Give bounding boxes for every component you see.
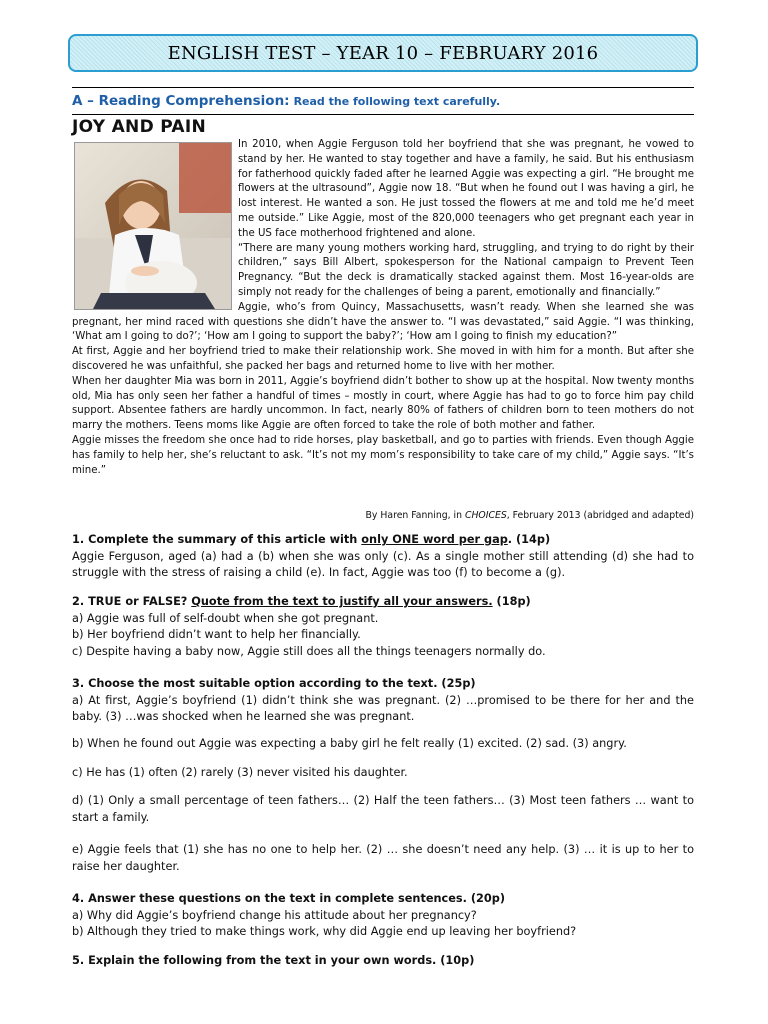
question-2-item: a) Aggie was full of self-doubt when she got pregnant. <box>72 611 379 625</box>
question-2-heading: 2. TRUE or FALSE? Quote from the text to justify all your answers. (18p) <box>72 595 531 608</box>
article-paragraph: Aggie, who’s from Quincy, Massachusetts, wasn’t ready. When she learned she was pregnant, her mind raced with questions she didn’t have the answer to. “I was devastated,” said Aggie. “I was thinking, ‘What am I going to do?’; ‘How am I going to support the baby?’; ‘How am I going to finish my education?” <box>72 301 694 343</box>
question-4-heading: 4. Answer these questions on the text in complete sentences. (20p) <box>72 892 505 905</box>
question-1 <box>72 532 694 582</box>
question-5-heading: 5. Explain the following from the text in your own words. (10p) <box>72 954 475 967</box>
article-paragraph: When her daughter Mia was born in 2011, Aggie’s boyfriend didn’t bother to show up at the hospital. Now twenty months old, Mia has only seen her father a handful of times – mostly in court, where Aggie has had to go to force him pay child support. Absentee fathers are hardly uncommon. In fact, nearly 80% of fathers of children born to teen mothers do not marry the mothers. Teens moms like Aggie are often forced to take the role of both mother and father. <box>72 375 694 432</box>
question-4-item: b) Although they tried to make things work, why did Aggie end up leaving her boyfriend? <box>72 925 577 938</box>
question-3-item: a) At first, Aggie’s boyfriend (1) didn’t think she was pregnant. (2) …promised to be there for her and the baby. (3) …was shocked when he learned she was pregnant. <box>72 693 694 723</box>
question-2-item: b) Her boyfriend didn’t want to help her financially. <box>72 628 361 641</box>
article-title: JOY AND PAIN <box>72 117 207 137</box>
question-4 <box>72 891 694 941</box>
question-3-item: d) (1) Only a small percentage of teen fathers… (2) Half the teen fathers… (3) Most teen fathers … want to start a family. <box>72 794 694 824</box>
test-title-banner <box>68 34 698 72</box>
question-3 <box>72 676 694 726</box>
byline-source: CHOICES <box>464 510 507 521</box>
article-paragraph: At first, Aggie and her boyfriend tried to make their relationship work. She moved in with him for a month. But after she discovered he was unfaithful, she packed her bags and returned home to live with her mother. <box>72 346 694 372</box>
question-3-heading: 3. Choose the most suitable option according to the text. (25p) <box>72 677 476 690</box>
article-paragraph: In 2010, when Aggie Ferguson told her boyfriend that she was pregnant, he vowed to stand by her. He wanted to stay together and have a family, he said. But his enthusiasm for fatherhood quickly faded after he learned Aggie was expecting a girl. “He brought me flowers at the ultrasound”, Aggie now 18. “But when he found out I was having a girl, he lost interest. He wanted a son. He just tossed the flowers at me and told me he’d meet me outside.” Like Aggie, most of the 820,000 teenagers who get pregnant each year in the US face motherhood frightened and alone. <box>238 139 694 239</box>
question-3-item: b) When he found out Aggie was expecting a baby girl he felt really (1) excited. (2) sad. (3) angry. <box>72 737 627 750</box>
section-label: A – Reading Comprehension: <box>72 93 290 109</box>
article-paragraph: Aggie misses the freedom she once had to ride horses, play basketball, and go to parties with friends. Even though Aggie has family to help her, she’s reluctant to ask. “It’s not my mom’s responsibility to take care of my child,” Aggie says. “It’s mine.” <box>72 434 694 476</box>
question-1-heading: 1. Complete the summary of this article with only ONE word per gap. (14p) <box>72 533 551 546</box>
article-byline: By Haren Fanning, in CHOICES, February 2013 (abridged and adapted) <box>365 510 694 521</box>
question-3-item: c) He has (1) often (2) rarely (3) never visited his daughter. <box>72 766 408 779</box>
section-heading <box>72 87 694 115</box>
question-5 <box>72 953 694 970</box>
article-paragraph: “There are many young mothers working hard, struggling, and trying to do right by their children,” says Bill Albert, spokesperson for the National campaign to Prevent Teen Pregnancy. “But the deck is dramatically stacked against them. Most 16-year-olds are simply not ready for the challenges of being a parent, emotionally and financially.” <box>238 242 694 298</box>
question-2-item: c) Despite having a baby now, Aggie still does all the things teenagers normally do. <box>72 644 546 658</box>
question-1-summary: Aggie Ferguson, aged (a) had a (b) when she was only (c). As a single mother still attending (d) she had to struggle with the stress of raising a child (e). In fact, Aggie was too (f) to become a (g). <box>72 549 694 579</box>
question-4-item: a) Why did Aggie’s boyfriend change his attitude about her pregnancy? <box>72 908 477 922</box>
question-3-item: e) Aggie feels that (1) she has no one to help her. (2) … she doesn’t need any help. (3) … it is up to her to raise her daughter. <box>72 843 694 873</box>
article-text <box>72 138 694 478</box>
section-instruction: Read the following text carefully. <box>293 94 501 108</box>
question-2 <box>72 594 694 660</box>
test-title: ENGLISH TEST – YEAR 10 – FEBRUARY 2016 <box>167 42 599 64</box>
